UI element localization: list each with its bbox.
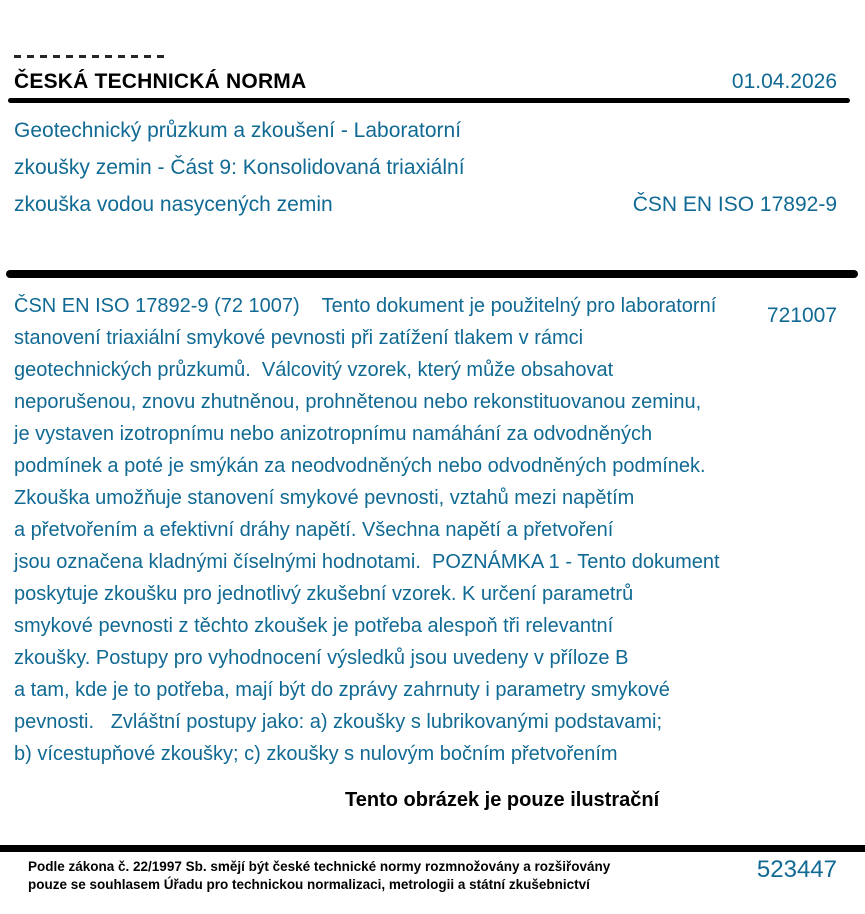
header [14, 70, 837, 94]
footer-divider [0, 845, 865, 852]
abstract-line: jsou označena kladnými číselnými hodnotami. POZNÁMKA 1 - Tento dokument [14, 551, 720, 573]
abstract-line: a tam, kde je to potřeba, mají být do zprávy zahrnuty i parametry smykové [14, 679, 670, 701]
legal-notice-line: Podle zákona č. 22/1997 Sb. smějí být české technické normy rozmnožovány a rozšiřovány [28, 859, 611, 874]
abstract-line: podmínek a poté je smýkán za neodvodněných nebo odvodněných podmínek. [14, 455, 706, 477]
abstract-line: pevnosti. Zvláštní postupy jako: a) zkoušky s lubrikovanými podstavami; [14, 711, 663, 733]
abstract-line: je vystaven izotropnímu nebo anizotropnímu namáhání za odvodněných [14, 423, 653, 445]
standard-title-line: zkoušky zemin - Část 9: Konsolidovaná triaxiální [14, 156, 465, 179]
footer [28, 858, 837, 893]
abstract-line: neporušenou, znovu zhutněnou, prohnětenou nebo rekonstituovanou zeminu, [14, 391, 702, 413]
section-divider [6, 270, 858, 278]
legal-notice [28, 858, 610, 893]
abstract-line: poskytuje zkoušku pro jednotlivý zkušební vzorek. K určení parametrů [14, 583, 634, 605]
abstract-line: Zkouška umožňuje stanovení smykové pevnosti, vztahů mezi napětím [14, 487, 635, 509]
abstract-line: a přetvořením a efektivní dráhy napětí. Všechna napětí a přetvoření [14, 519, 614, 541]
header-divider [8, 98, 850, 103]
class-code: 721007 [766, 304, 837, 327]
standard-code: ČSN EN ISO 17892-9 [632, 193, 837, 216]
abstract-line: ČSN EN ISO 17892-9 (72 1007) Tento dokument je použitelný pro laboratorní [14, 295, 717, 317]
abstract-line: stanovení triaxiální smykové pevnosti při zatížení tlakem v rámci [14, 327, 584, 349]
legal-notice-line: pouze se souhlasem Úřadu pro technickou normalizaci, metrologii a státní zkušebnictví [28, 876, 590, 892]
abstract-line: b) vícestupňové zkoušky; c) zkoušky s nulovým bočním přetvořením [14, 743, 618, 765]
page-title: ČESKÁ TECHNICKÁ NORMA [14, 70, 307, 93]
standard-title-line: zkouška vodou nasycených zemin [14, 193, 333, 216]
abstract-text [14, 290, 720, 770]
abstract-line: smykové pevnosti z těchto zkoušek je potřeba alespoň tři relevantní [14, 615, 614, 637]
abstract-line: geotechnických průzkumů. Válcovitý vzorek, který může obsahovat [14, 359, 614, 381]
standard-title-line: Geotechnický průzkum a zkoušení - Laboratorní [14, 119, 462, 142]
publication-date: 01.04.2026 [731, 70, 837, 93]
abstract-line: zkoušky. Postupy pro vyhodnocení výsledků jsou uvedeny v příloze B [14, 647, 629, 669]
clipped-text-artifact [14, 55, 166, 58]
order-number: 523447 [756, 856, 837, 883]
illustration-note: Tento obrázek je pouze ilustrační [345, 789, 660, 811]
